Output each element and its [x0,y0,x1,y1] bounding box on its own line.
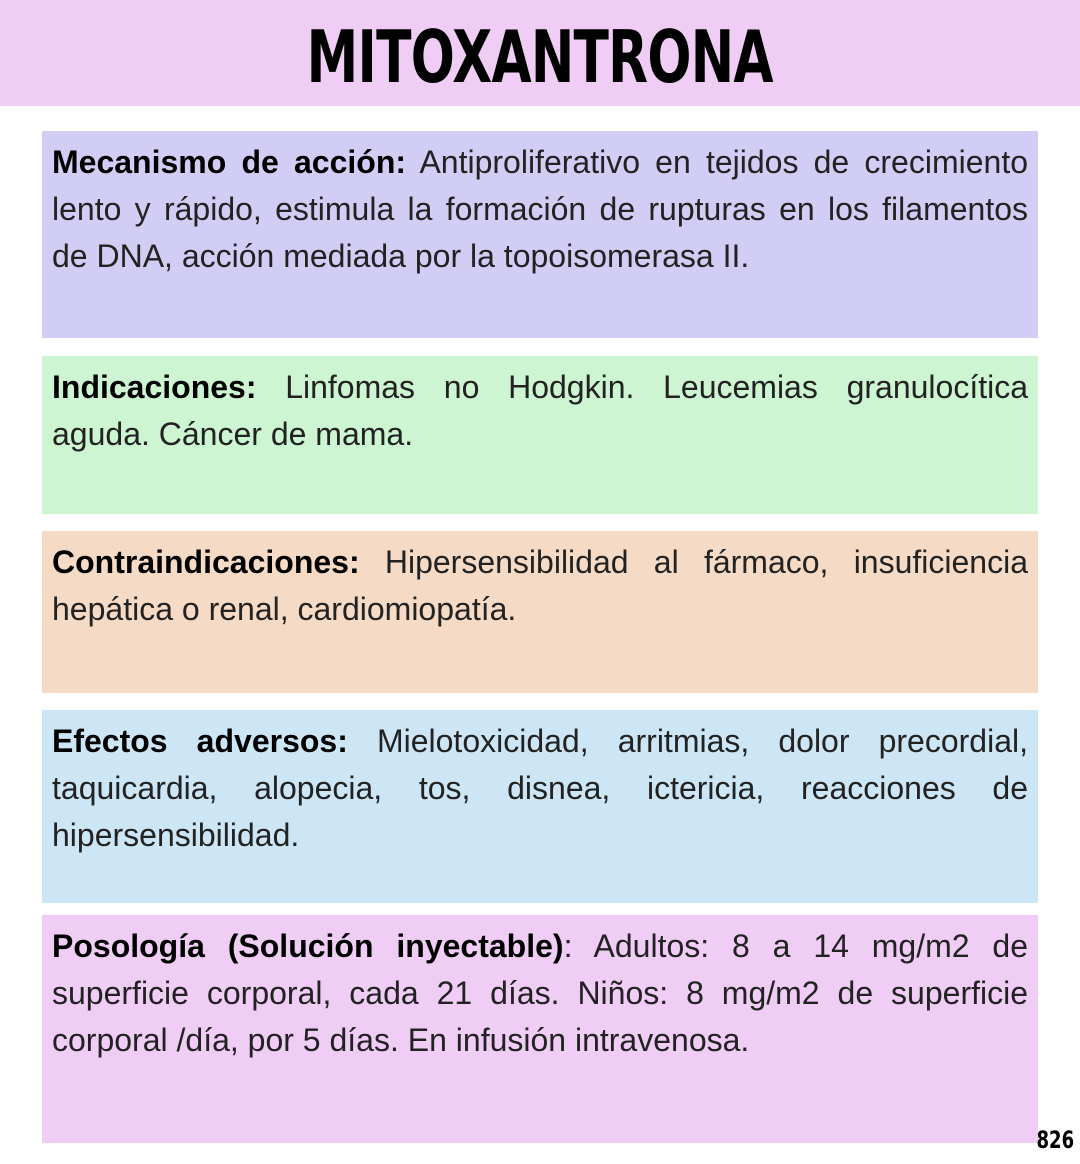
section-contraindications [42,531,1038,693]
section-dosage [42,915,1038,1143]
section-label: Efectos adversos: [52,723,348,759]
section-label: Indicaciones: [52,369,257,405]
section-adverse-effects [42,710,1038,903]
section-label: Contraindicaciones: [52,544,360,580]
section-indications [42,356,1038,514]
section-mechanism [42,131,1038,338]
section-text: : Adultos: 8 a 14 mg/m2 de superficie corporal, cada 21 días. Niños: 8 mg/m2 de superficie corporal /día, por 5 días. En infusión intravenosa. [52,928,1029,1058]
section-text: Hipersensibilidad al fármaco, insuficiencia hepática o renal, cardiomiopatía. [52,544,1028,627]
section-label: Posología (Solución inyectable) [52,928,564,964]
page-number: 826 [1036,1126,1074,1154]
section-text: Antiproliferativo en tejidos de crecimiento lento y rápido, estimula la formación de rupturas en los filamentos de DNA, acción mediada por la topoisomerasa II. [52,144,1029,274]
section-text: Mielotoxicidad, arritmias, dolor precordial, taquicardia, alopecia, tos, disnea, ictericia, reacciones de hipersensibilidad. [52,723,1029,853]
section-label: Mecanismo de acción: [52,144,407,180]
section-text: Linfomas no Hodgkin. Leucemias granulocítica aguda. Cáncer de mama. [52,369,1028,452]
page-title: MITOXANTRONA [306,15,774,99]
title-banner [0,0,1080,106]
